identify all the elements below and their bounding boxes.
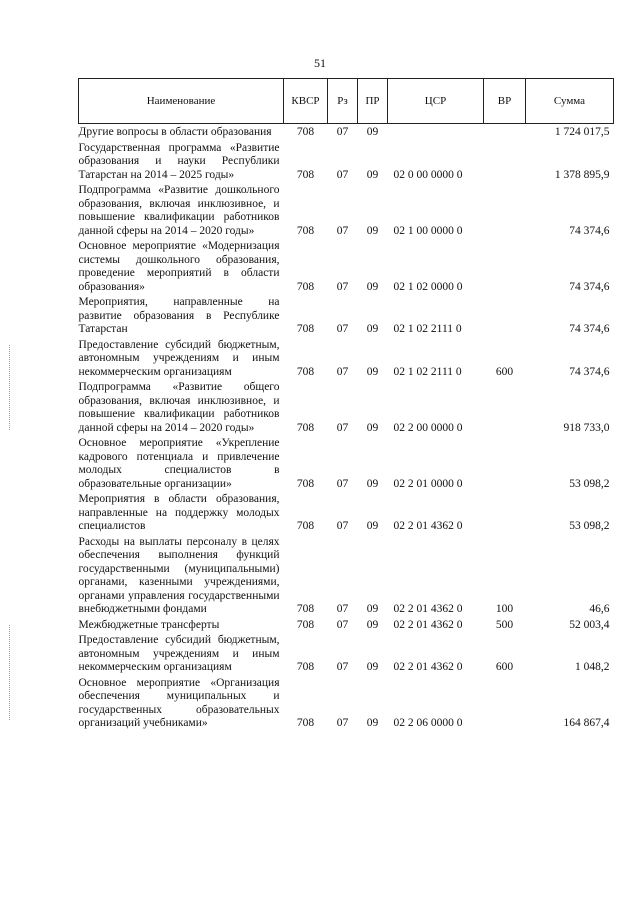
row-rz: 07 [336,520,349,532]
row-name: Основное мероприятие «Организация обеспечения муниципальных и государственных образовательных организаций учебниками» [78,676,280,729]
table-row [79,140,614,183]
budget-table [78,78,614,731]
row-pr: 09 [366,618,379,631]
row-vr: 600 [495,365,514,378]
row-csr: 02 2 00 0000 0 [393,421,463,434]
row-pr: 09 [366,224,379,237]
row-rz: 07 [336,717,349,729]
row-pr: 09 [366,280,379,293]
row-pr: 09 [366,323,379,335]
table-row [79,534,614,617]
row-vr: 100 [495,603,514,615]
row-sum: 1 048,2 [575,661,610,673]
row-name: Мероприятия в области образования, направленные на поддержку молодых специалистов [78,493,280,532]
header-pr: ПР [358,79,388,124]
row-sum: 164 867,4 [563,717,610,729]
table-row [79,182,614,238]
header-rz: Рз [328,79,358,124]
row-kvsr: 708 [296,717,315,729]
row-sum: 74 374,6 [569,365,610,378]
row-rz: 07 [336,603,349,615]
header-sum: Сумма [526,79,614,124]
row-rz: 07 [336,365,349,378]
row-vr [484,238,526,294]
row-sum: 52 003,4 [569,618,610,631]
row-sum: 53 098,2 [569,520,610,532]
row-rz: 07 [336,224,349,237]
row-vr [484,379,526,435]
row-kvsr: 708 [296,603,315,615]
row-name: Подпрограмма «Развитие общего образования, включая инклюзивное, и повышение квалификации работников данной сферы на 2014 – 2020 годы» [78,381,280,434]
row-csr: 02 2 01 0000 0 [393,477,463,490]
header-kvsr: КВСР [284,79,328,124]
row-rz: 07 [336,280,349,293]
header-vr: ВР [484,79,526,124]
row-csr: 02 1 02 0000 0 [393,280,463,293]
row-kvsr: 708 [296,280,315,293]
table-row [79,294,614,337]
row-csr: 02 1 00 0000 0 [393,224,463,237]
row-rz: 07 [336,168,349,181]
row-name: Межбюджетные трансферты [78,618,220,631]
row-kvsr: 708 [296,661,315,673]
row-name: Предоставление субсидий бюджетным, автономным учреждениям и иным некоммерческим организациям [78,634,280,673]
table-row [79,617,614,633]
row-csr: 02 2 01 4362 0 [393,603,463,615]
row-csr: 02 2 01 4362 0 [393,618,463,631]
row-pr: 09 [366,477,379,490]
row-sum: 918 733,0 [563,421,610,434]
row-kvsr: 708 [296,323,315,335]
table-row [79,435,614,491]
row-pr: 09 [366,603,379,615]
row-rz: 07 [336,477,349,490]
table-row [79,379,614,435]
row-name: Подпрограмма «Развитие дошкольного образования, включая инклюзивное, и повышение квалификации работников данной сферы на 2014 – 2020 годы» [78,184,280,237]
table-row [79,238,614,294]
row-rz: 07 [336,323,349,335]
row-kvsr: 708 [296,126,315,138]
row-name: Предоставление субсидий бюджетным, автономным учреждениям и иным некоммерческим организациям [78,338,280,378]
row-vr: 600 [495,661,514,673]
row-sum: 53 098,2 [569,477,610,490]
row-pr: 09 [366,126,379,138]
header-name: Наименование [79,79,284,124]
table-row [79,675,614,731]
row-pr: 09 [366,520,379,532]
row-kvsr: 708 [296,224,315,237]
row-pr: 09 [366,717,379,729]
row-kvsr: 708 [296,365,315,378]
row-csr: 02 2 01 4362 0 [393,520,463,532]
row-kvsr: 708 [296,421,315,434]
page-number: 51 [314,56,326,70]
row-vr [484,182,526,238]
row-name: Другие вопросы в области образования [78,126,272,138]
row-sum: 74 374,6 [569,280,610,293]
row-vr [484,435,526,491]
row-csr: 02 1 02 2111 0 [393,323,462,335]
row-csr: 02 1 02 2111 0 [393,365,462,378]
row-pr: 09 [366,365,379,378]
row-kvsr: 708 [296,520,315,532]
table-row [79,491,614,534]
row-name: Расходы на выплаты персоналу в целях обеспечения выполнения функций государственными (муниципальными) органами, казенными учреждениями, органами управления государственными внебюджетными фондами [78,535,280,615]
scan-margin-mark [9,345,10,430]
row-name: Основное мероприятие «Укрепление кадрового потенциала и привлечение молодых специалистов в образовательные организации» [78,437,280,490]
row-csr: 02 2 01 4362 0 [393,661,463,673]
row-kvsr: 708 [296,618,315,631]
table-row [79,337,614,380]
row-pr: 09 [366,661,379,673]
row-rz: 07 [336,126,349,138]
row-pr: 09 [366,168,379,181]
table-row [79,632,614,675]
row-name: Мероприятия, направленные на развитие образования в Республике Татарстан [78,296,280,335]
row-rz: 07 [336,618,349,631]
row-vr [484,140,526,183]
row-csr: 02 2 06 0000 0 [393,717,463,729]
row-sum: 1 378 895,9 [554,168,610,181]
row-sum: 1 724 017,5 [554,126,610,138]
row-sum: 74 374,6 [569,224,610,237]
row-kvsr: 708 [296,168,315,181]
row-pr: 09 [366,421,379,434]
row-csr: 02 0 00 0000 0 [393,168,463,181]
row-csr [388,124,484,140]
row-vr [484,294,526,337]
table-header-row [79,79,614,124]
row-vr [484,675,526,731]
row-sum: 74 374,6 [569,323,610,335]
row-vr [484,491,526,534]
row-name: Государственная программа «Развитие образования и науки Республики Татарстан на 2014 – 2025 годы» [78,141,280,181]
row-kvsr: 708 [296,477,315,490]
table-row [79,124,614,140]
row-sum: 46,6 [589,603,610,615]
row-rz: 07 [336,421,349,434]
row-name: Основное мероприятие «Модернизация системы дошкольного образования, проведение мероприятий в области образования» [78,240,280,293]
row-vr [484,124,526,140]
row-vr: 500 [495,618,514,631]
row-rz: 07 [336,661,349,673]
header-csr: ЦСР [388,79,484,124]
scan-margin-mark [9,625,10,720]
table-body [79,124,614,731]
